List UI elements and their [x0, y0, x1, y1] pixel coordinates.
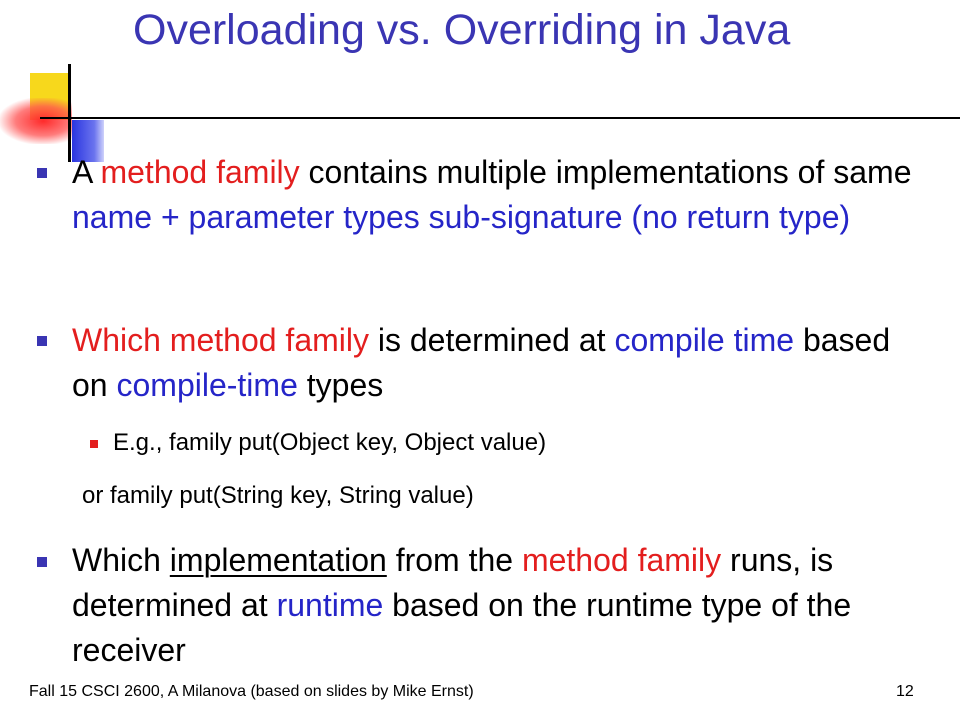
- sub-bullet-example: E.g., family put(Object key, Object value): [113, 429, 547, 456]
- bullet-runtime: [72, 538, 932, 673]
- bullet-text: based on: [72, 322, 891, 403]
- highlight-sub-signature: name + parameter types sub-signature (no return type): [72, 199, 851, 235]
- bullet-marker: [37, 168, 47, 178]
- highlight-compile-time-types: compile-time: [116, 367, 298, 403]
- decorative-vertical-line: [68, 64, 71, 162]
- highlight-method-family: method family: [100, 154, 300, 190]
- slide-title: Overloading vs. Overriding in Java: [133, 6, 791, 54]
- bullet-text: based on the runtime type of the receiver: [72, 587, 852, 668]
- bullet-method-family: [72, 150, 932, 240]
- bullet-text: from the: [386, 542, 522, 578]
- bullet-text: Which: [72, 542, 170, 578]
- sub-bullet-example-continued: or family put(String key, String value): [82, 482, 474, 509]
- sub-bullet-marker: [90, 440, 98, 448]
- bullet-text: types: [297, 367, 384, 403]
- bullet-text: A: [72, 154, 101, 190]
- bullet-marker: [37, 557, 47, 567]
- highlight-runtime: runtime: [276, 587, 384, 623]
- underlined-implementation: implementation: [169, 542, 387, 578]
- title-divider-line: [40, 117, 960, 119]
- bullet-compile-time: [72, 318, 932, 408]
- page-number: 12: [896, 683, 914, 700]
- bullet-marker: [37, 336, 47, 346]
- highlight-compile-time: compile time: [614, 322, 795, 358]
- highlight-method-family: method family: [521, 542, 722, 578]
- highlight-which-method-family: Which method family: [72, 322, 369, 358]
- bullet-text: is determined at: [368, 322, 615, 358]
- slide-footer: Fall 15 CSCI 2600, A Milanova (based on slides by Mike Ernst): [29, 683, 474, 700]
- bullet-text: contains multiple implementations of same: [299, 154, 912, 190]
- decorative-red-glow: [0, 98, 72, 144]
- bullet-text: runs, is determined at: [72, 542, 834, 623]
